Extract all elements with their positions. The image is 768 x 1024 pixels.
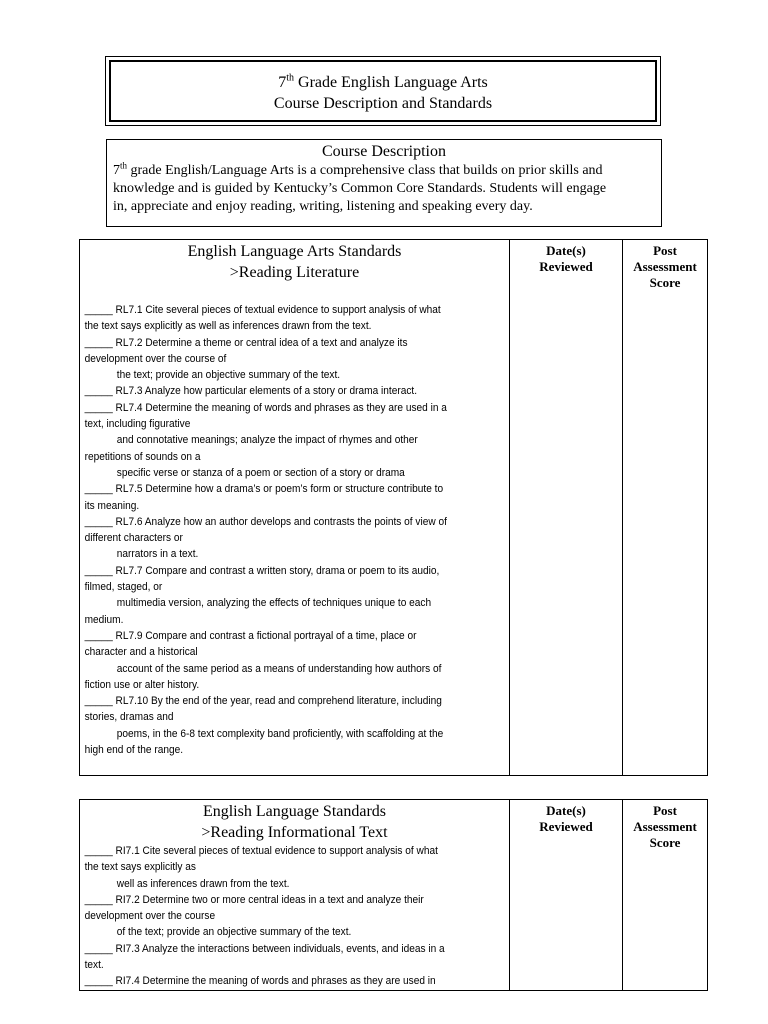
standard-line: narrators in a text.	[116, 548, 199, 561]
standards-title-line-2: >Reading Literature	[229, 264, 360, 281]
course-description-line-1	[113, 162, 655, 180]
reading-literature-standards-list	[80, 302, 514, 758]
standard-line: _____ RI7.2 Determine two or more central ideas in a text and analyze their	[84, 893, 424, 906]
standard-line: text, including figurative	[84, 418, 191, 431]
course-description-line-2: knowledge and is guided by Kentucky’s Common Core Standards. Students will engage	[113, 181, 607, 196]
standard-line: repetitions of sounds on a	[84, 450, 201, 463]
standard-line: poems, in the 6-8 text complexity band proficiently, with scaffolding at the	[116, 727, 444, 740]
standard-line: filmed, staged, or	[84, 581, 163, 594]
standard-line: the text says explicitly as well as inferences drawn from the text.	[84, 320, 372, 333]
post-header-line-3: Score	[649, 835, 681, 850]
dates-reviewed-header	[510, 240, 623, 776]
standard-line: the text says explicitly as	[84, 861, 196, 874]
standard-line: fiction use or alter history.	[84, 678, 200, 691]
reading-informational-table	[79, 799, 708, 991]
dates-header-line-2: Reviewed	[539, 819, 593, 834]
desc-line-1-text: grade English/Language Arts is a comprehensive class that builds on prior skills and	[127, 163, 603, 178]
course-description-line-3: in, appreciate and enjoy reading, writing, listening and speaking every day.	[113, 199, 533, 214]
title-line-2: Course Description and Standards	[273, 95, 493, 112]
standard-line: character and a historical	[84, 646, 198, 659]
standard-line: its meaning.	[84, 499, 140, 512]
standard-line: high end of the range.	[84, 744, 184, 757]
post-header-line-1: Post	[653, 803, 677, 818]
standard-line: of the text; provide an objective summary of the text.	[116, 926, 352, 939]
standard-line: _____ RI7.3 Analyze the interactions between individuals, events, and ideas in a	[84, 942, 445, 955]
post-assessment-score-header	[623, 800, 708, 991]
standard-line: _____ RL7.7 Compare and contrast a written story, drama or poem to its audio,	[84, 564, 440, 577]
dates-reviewed-header	[510, 800, 623, 991]
standard-line: and connotative meanings; analyze the impact of rhymes and other	[116, 434, 418, 447]
standard-line: medium.	[84, 613, 124, 626]
standard-line: _____ RI7.1 Cite several pieces of textual evidence to support analysis of what	[84, 845, 438, 857]
post-header-line-2: Assessment	[633, 259, 697, 274]
reading-informational-standards-cell	[80, 800, 510, 991]
standard-line: stories, dramas and	[84, 711, 174, 724]
title-grade-number: 7	[278, 74, 287, 91]
standard-line: text.	[84, 959, 104, 972]
standard-line: development over the course	[84, 910, 216, 923]
reading-informational-standards-list	[80, 843, 514, 990]
standards-title-line-1: English Language Standards	[202, 803, 387, 820]
standard-line: _____ RL7.1 Cite several pieces of textual evidence to support analysis of what	[84, 304, 441, 316]
desc-grade-suffix: th	[120, 160, 128, 171]
dates-header-line-2: Reviewed	[539, 259, 593, 274]
standard-line: _____ RL7.3 Analyze how particular elements of a story or drama interact.	[84, 385, 418, 398]
reading-literature-title	[80, 240, 509, 283]
standard-line: _____ RL7.2 Determine a theme or central idea of a text and analyze its	[84, 336, 408, 349]
standard-line: development over the course of	[84, 352, 227, 365]
standards-title-line-2: >Reading Informational Text	[201, 824, 388, 841]
desc-grade-number: 7	[113, 163, 120, 178]
title-box	[105, 56, 661, 126]
standard-line: _____ RI7.4 Determine the meaning of words and phrases as they are used in	[84, 975, 436, 988]
page-title	[109, 60, 657, 122]
standard-line: _____ RL7.4 Determine the meaning of words and phrases as they are used in a	[84, 401, 447, 414]
title-line-1-text: Grade English Language Arts	[294, 74, 488, 91]
post-assessment-score-header	[623, 240, 708, 776]
standard-line: _____ RL7.5 Determine how a drama’s or poem’s form or structure contribute to	[84, 483, 444, 496]
title-grade-suffix: th	[286, 72, 295, 84]
post-header-line-1: Post	[653, 243, 677, 258]
reading-literature-standards-cell	[80, 240, 510, 776]
post-header-line-2: Assessment	[633, 819, 697, 834]
standard-line: _____ RL7.9 Compare and contrast a fictional portrayal of a time, place or	[84, 629, 417, 642]
dates-header-line-1: Date(s)	[546, 243, 586, 258]
reading-literature-table	[79, 239, 708, 776]
reading-informational-title	[80, 800, 509, 843]
course-description-box	[106, 139, 662, 227]
title-line-1	[111, 72, 655, 93]
standard-line: _____ RL7.10 By the end of the year, read and comprehend literature, including	[84, 695, 442, 708]
standards-title-line-1: English Language Arts Standards	[187, 243, 402, 260]
standard-line: multimedia version, analyzing the effects of techniques unique to each	[116, 597, 432, 610]
standard-line: different characters or	[84, 532, 183, 545]
course-description-heading: Course Description	[322, 143, 446, 160]
post-header-line-3: Score	[649, 275, 681, 290]
standard-line: account of the same period as a means of understanding how authors of	[116, 662, 442, 675]
course-description-body	[113, 162, 655, 216]
standard-line: well as inferences drawn from the text.	[116, 877, 290, 890]
standard-line: _____ RL7.6 Analyze how an author develops and contrasts the points of view of	[84, 515, 447, 528]
standard-line: the text; provide an objective summary of the text.	[116, 369, 341, 382]
standard-line: specific verse or stanza of a poem or section of a story or drama	[116, 466, 405, 479]
dates-header-line-1: Date(s)	[546, 803, 586, 818]
